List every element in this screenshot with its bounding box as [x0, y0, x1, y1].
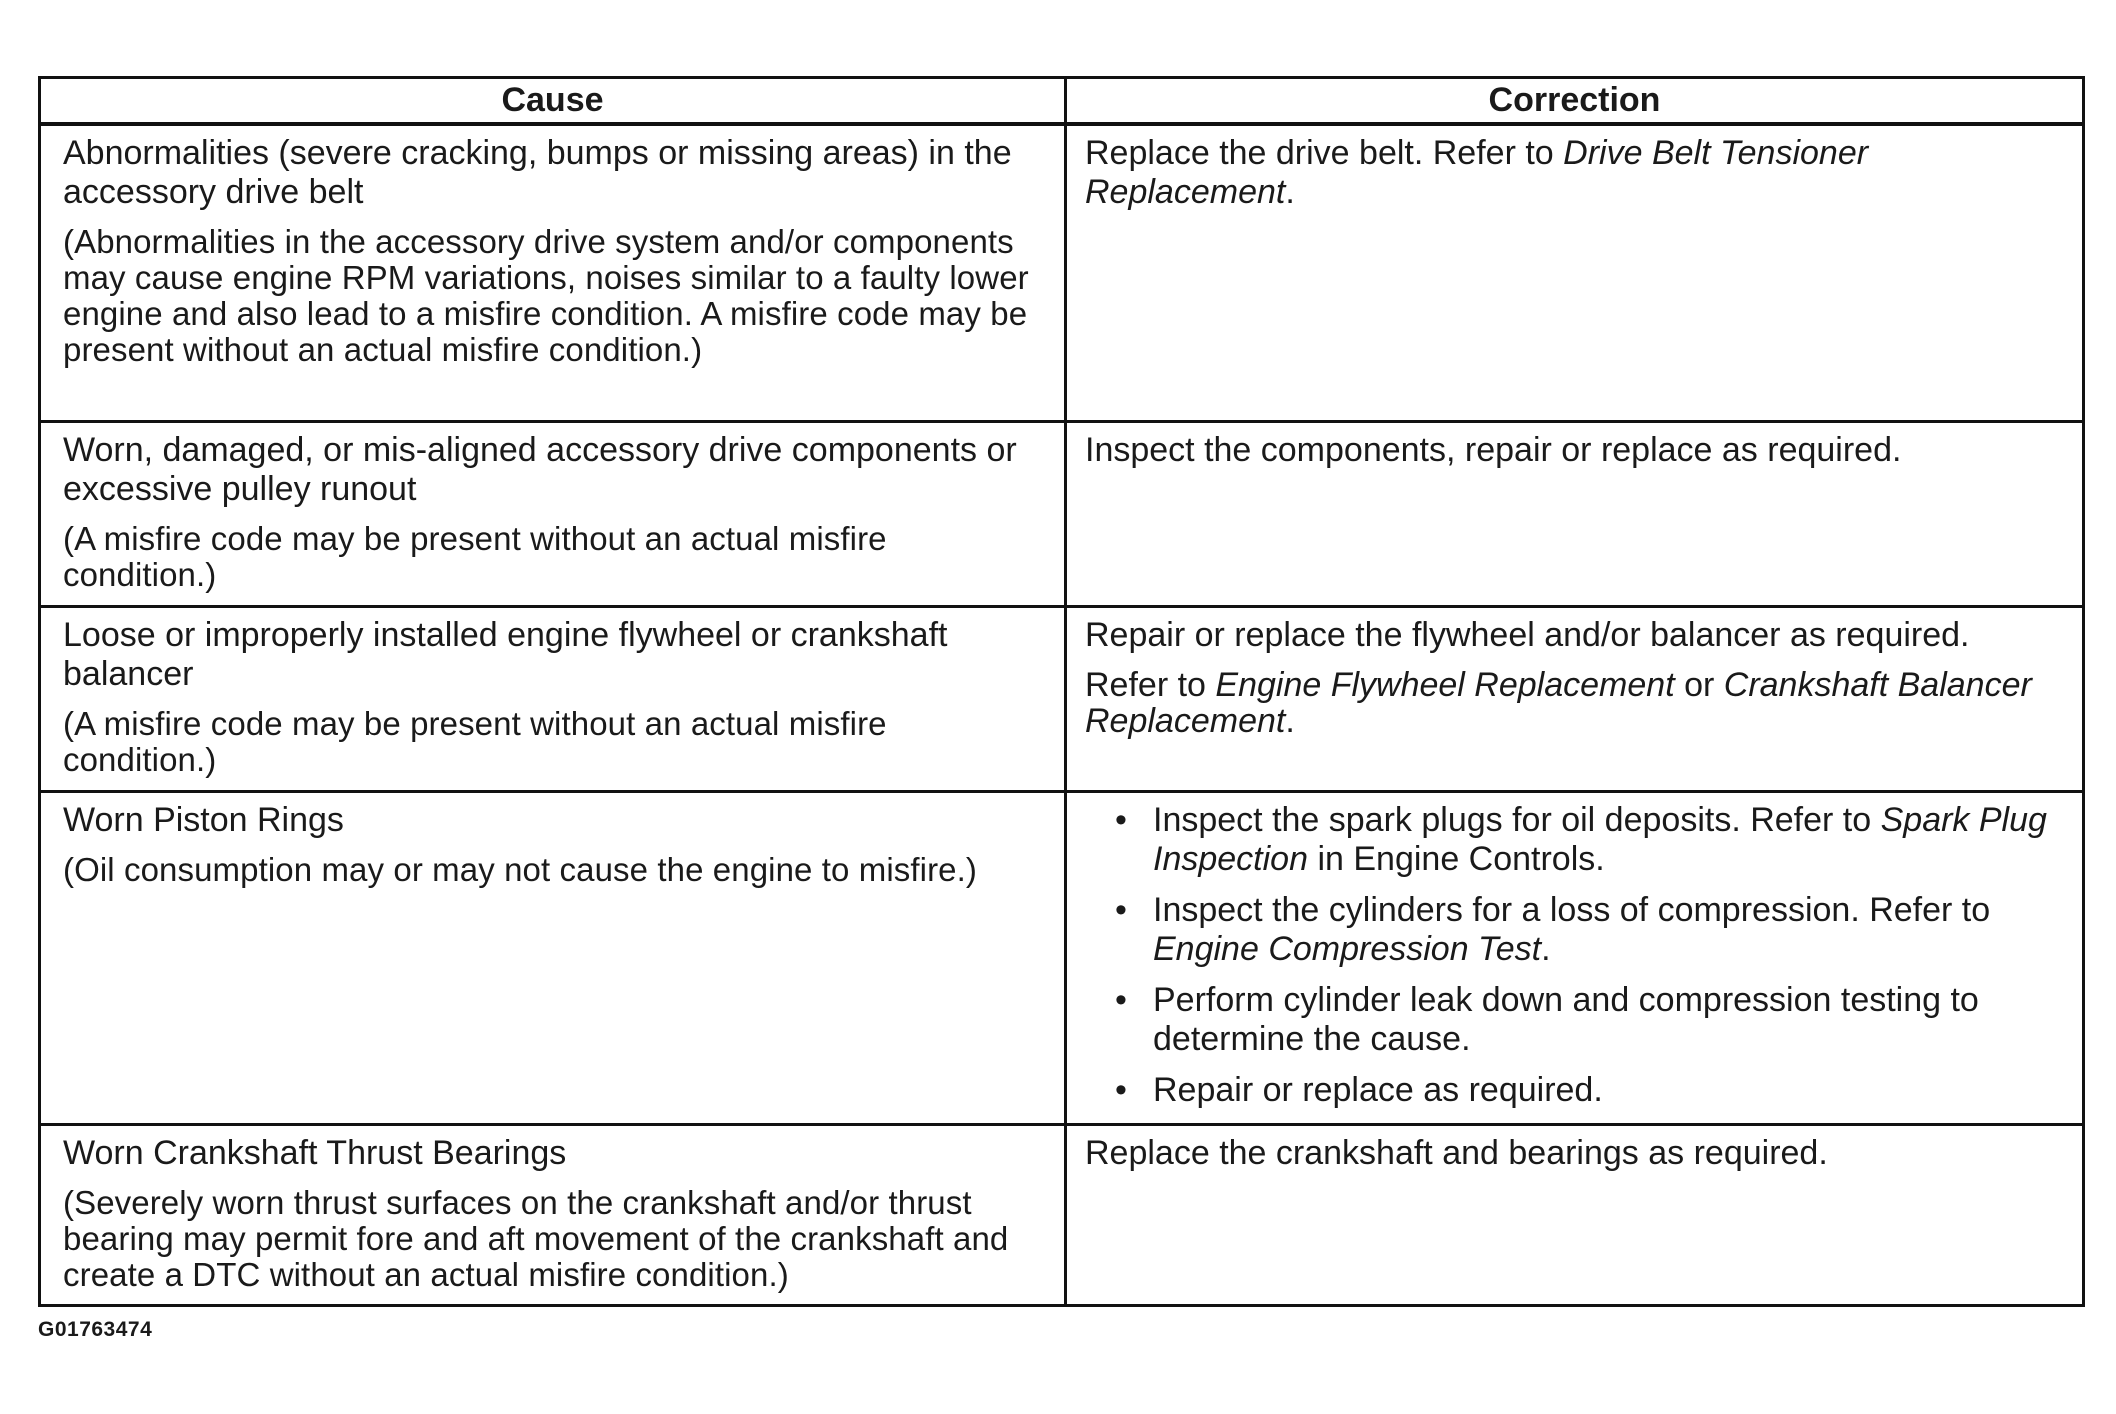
cause-text: Worn Crankshaft Thrust Bearings	[63, 1134, 567, 1172]
cause-text: Loose or improperly installed engine flywheel or crankshaft balancer	[63, 616, 948, 693]
correction-text: Inspect the components, repair or replace as required.	[1085, 431, 1902, 469]
cause-cell	[40, 607, 1066, 792]
correction-cell	[1066, 607, 2084, 792]
reference-link: Engine Flywheel Replacement	[1215, 666, 1675, 704]
cause-note: (Severely worn thrust surfaces on the crankshaft and/or thrust bearing may permit fore and aft movement of the crankshaft and create a DTC without an actual misfire condition.)	[63, 1184, 1009, 1293]
cause-text: Abnormalities (severe cracking, bumps or missing areas) in the accessory drive belt	[63, 134, 1012, 211]
table-header-row	[40, 78, 2084, 125]
diagnostic-table	[38, 76, 2085, 1307]
cause-text: Worn Piston Rings	[63, 801, 344, 839]
correction-text: Replace the crankshaft and bearings as required.	[1085, 1134, 1828, 1172]
table-row	[40, 607, 2084, 792]
correction-cell	[1066, 792, 2084, 1125]
cause-text: Worn, damaged, or mis-aligned accessory drive components or excessive pulley runout	[63, 431, 1017, 508]
table-row	[40, 124, 2084, 422]
bullet-icon: •	[1115, 801, 1127, 839]
table-row	[40, 422, 2084, 607]
table-row	[40, 1125, 2084, 1306]
cause-note: (A misfire code may be present without an actual misfire condition.)	[63, 705, 887, 778]
reference-link: Crankshaft Balancer Replacement	[1085, 666, 2032, 740]
bullet-item: • Repair or replace as required.	[1115, 1071, 1603, 1109]
cause-cell	[40, 792, 1066, 1125]
correction-bullet-list	[1085, 801, 2066, 1110]
cause-note: (A misfire code may be present without an actual misfire condition.)	[63, 520, 887, 593]
cause-cell	[40, 124, 1066, 422]
correction-text: Repair or replace the flywheel and/or balancer as required.	[1085, 616, 1970, 654]
cause-column-header: Cause	[40, 78, 1066, 125]
bullet-item: • Inspect the cylinders for a loss of compression. Refer to Engine Compression Test.	[1115, 891, 1991, 968]
bullet-icon: •	[1115, 1071, 1127, 1109]
bullet-icon: •	[1115, 981, 1127, 1019]
reference-link: Engine Compression Test	[1153, 930, 1542, 968]
cause-note: (Oil consumption may or may not cause the engine to misfire.)	[63, 851, 977, 888]
bullet-item: • Inspect the spark plugs for oil deposits. Refer to Spark Plug Inspection in Engine Controls.	[1115, 801, 2047, 878]
reference-link: Drive Belt Tensioner Replacement	[1085, 134, 1869, 211]
correction-text: Replace the drive belt. Refer to Drive Belt Tensioner Replacement.	[1085, 134, 1869, 211]
correction-reference: Refer to Engine Flywheel Replacement or Crankshaft Balancer Replacement.	[1085, 666, 2032, 740]
cause-cell	[40, 1125, 1066, 1306]
bullet-icon: •	[1115, 891, 1127, 929]
cause-note: (Abnormalities in the accessory drive system and/or components may cause engine RPM variations, noises similar to a faulty lower engine and also lead to a misfire condition. A misfire code may be present without an actual misfire condition.)	[63, 223, 1029, 368]
table-row	[40, 792, 2084, 1125]
bullet-item: • Perform cylinder leak down and compression testing to determine the cause.	[1115, 981, 1979, 1058]
reference-link: Spark Plug Inspection	[1153, 801, 2047, 878]
correction-cell	[1066, 124, 2084, 422]
correction-cell	[1066, 422, 2084, 607]
figure-id: G01763474	[38, 1318, 153, 1341]
cause-cell	[40, 422, 1066, 607]
correction-column-header: Correction	[1066, 78, 2084, 125]
correction-cell	[1066, 1125, 2084, 1306]
